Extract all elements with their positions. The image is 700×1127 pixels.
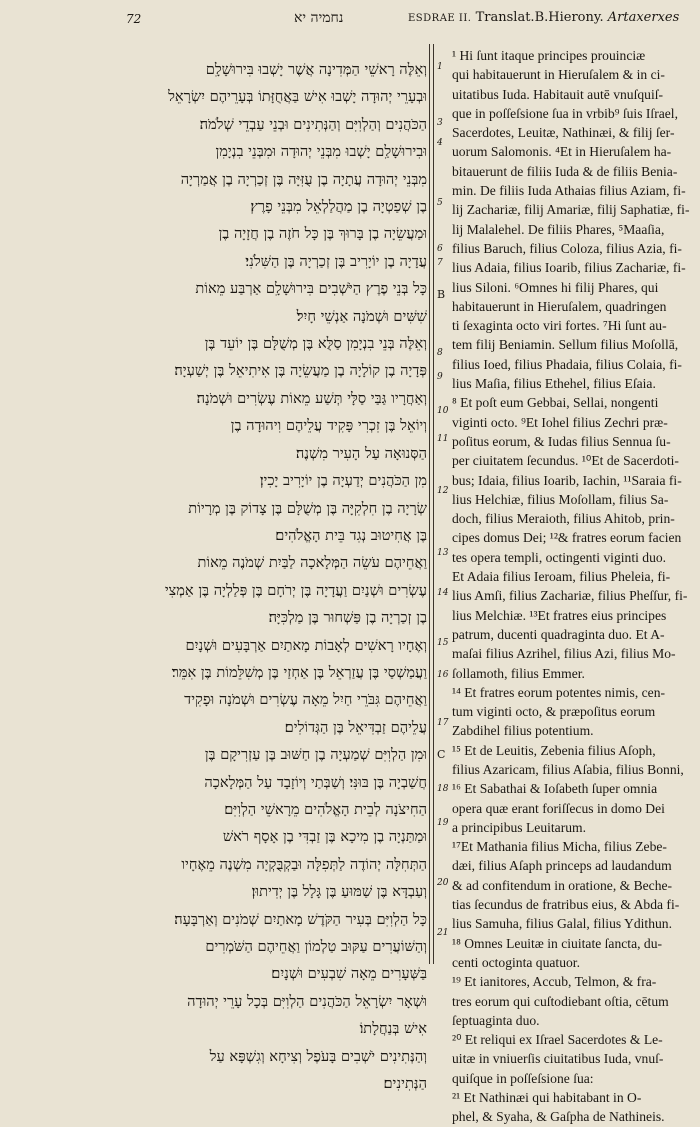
- latin-text-line: ¹⁴ Et fratres eorum potentes nimis, cen-: [452, 684, 666, 700]
- hebrew-running-title: נחמיה יא: [294, 10, 344, 26]
- verse-marker: 7: [437, 258, 443, 268]
- verse-marker: 20: [437, 878, 449, 888]
- verse-marker: 1: [437, 62, 443, 72]
- hebrew-text-line: וַאֲחֵיהֶם גִּבֹּרֵי חַיִל מֵאָה עֶשְׂרִים וּשְׁמֹנָה וּפָקִיד: [184, 691, 427, 709]
- hebrew-text-line: וּמַעֲשֵׂיָה בֶן בָּרוּךְ בֶּן כָּל חֹזֶה בֶן חֲזָיָה בֶן: [218, 225, 427, 243]
- latin-text-line: maſai filius Azrihel, filius Azi, filius Mo-: [452, 646, 676, 662]
- latin-text-line: quiſque in poſſeſsione ſua:: [452, 1070, 594, 1086]
- hebrew-text-line: בֶּן אֲחִיטוּב נְגִד בֵּית הָאֱלֹהִים׃: [275, 526, 427, 544]
- latin-text-line: que in poſſeſsione ſua in vrbib⁹ ſuis Iſrael,: [452, 105, 678, 121]
- latin-text-line: tes opera templi, octingenti viginti duo.: [452, 549, 667, 565]
- hebrew-text-line: כָּל הַלְוִיִּם בְּעִיר הַקֹּדֶשׁ מָאתַיִם שְׁמֹנִים וְאַרְבָּעָה׃: [174, 910, 427, 928]
- latin-text-line: ²⁰ Et reliqui ex Iſrael Sacerdotes & Le-: [452, 1032, 663, 1048]
- verse-marker: 3: [437, 118, 443, 128]
- latin-text-line: cipes domus Dei; ¹²& fratres eorum facien: [452, 530, 682, 546]
- latin-text-line: uitæ in vniuerſis ciuitatibus Iuda, vnuſ-: [452, 1051, 664, 1067]
- verse-marker: B: [437, 288, 446, 301]
- verse-marker: 14: [437, 588, 449, 598]
- hebrew-text-line: וְאֶחָיו רָאשִׁים לְאָבוֹת מָאתַיִם אַרְבָּעִים וּשְׁנָיִם: [185, 636, 427, 654]
- hebrew-text-line: וְהַנְּתִינִים יֹשְׁבִים בָּעֹפֶל וְצִיחָא וְגִשְׁפָּא עַל: [209, 1047, 427, 1065]
- latin-text-line: qui habitauerunt in Hieruſalem & in ci-: [452, 67, 665, 83]
- hebrew-text-line: פְּדָיָה בֶן קוֹלָיָה בֶן מַעֲשֵׂיָה בֶּן אִיתִיאֵל בֶּן יְשַׁעְיָה׃: [174, 362, 427, 380]
- latin-text-line: bitauerunt de filiis Iuda & de filiis Benia-: [452, 163, 678, 179]
- hebrew-text-line: עֲדָיָה בֶן יוֹיָרִיב בֶּן זְכַרְיָה בֶּן הַשִּׁלֹנִי׃: [245, 252, 427, 270]
- hebrew-text-line: הַסְּנוּאָה עַל הָעִיר מִשְׁנֶה׃: [295, 444, 427, 462]
- hebrew-text-line: מִן הַכֹּהֲנִים יְדַעְיָה בֶן יוֹיָרִיב יָכִין׃: [259, 472, 427, 490]
- latin-text-line: opera quæ erant foriſſecus in domo Dei: [452, 800, 665, 816]
- verse-marker: 5: [437, 198, 443, 208]
- verse-marker: 15: [437, 638, 449, 648]
- hebrew-text-line: בֶן זְכַרְיָה בֶן פַּשְׁחוּר בֶּן מַלְכִּיָּה׃: [268, 609, 427, 627]
- latin-running-title: [408, 10, 679, 25]
- latin-text-line: viginti octo. ⁹Et Iohel filius Zechri præ-: [452, 414, 668, 430]
- hebrew-text-line: כָּל בְּנֵי פֶרֶץ הַיֹּשְׁבִים בִּירוּשָׁלָ͏ִם אַרְבַּע מֵאוֹת: [195, 280, 427, 298]
- latin-text-line: filius Ioed, filius Phadaia, filius Colaia, fi-: [452, 356, 682, 372]
- latin-text-line: tum viginti octo, & præpoſitus eorum: [452, 704, 656, 720]
- hebrew-text-line: הַתְּחִלָּה יְהוֹדֶה לַתְּפִלָּה וּבַקְבֻּקְיָה מִשְׁנֶה מֵאֶחָיו: [181, 855, 427, 873]
- latin-text-line: ¹⁵ Et de Leuitis, Zebenia filius Aſoph,: [452, 742, 656, 758]
- latin-text-line: ſeptuaginta duo.: [452, 1012, 540, 1028]
- hebrew-text-line: אִישׁ בְּנַחֲלָתוֹ׃: [359, 1020, 427, 1038]
- latin-text-line: lius Siloni. ⁶Omnes hi filij Phares, qui: [452, 279, 659, 295]
- folio-number: 72: [126, 12, 142, 26]
- verse-marker: 11: [437, 434, 449, 444]
- hebrew-text-line: וּמַתַּנְיָה בֶן מִיכָא בֶּן זַבְדִּי בֶן אָסָף רֹאשׁ: [222, 828, 427, 846]
- latin-text-line: lij Malalehel. De filiis Phares, ⁵Maaſia,: [452, 221, 665, 237]
- topic-label: Artaxerxes: [607, 10, 680, 25]
- verse-marker: 13: [437, 548, 449, 558]
- latin-text-line: ¹⁸ Omnes Leuitæ in ciuitate ſancta, du-: [452, 935, 663, 951]
- latin-text-line: habitauerunt in Hieruſalem, quadringen: [452, 298, 667, 314]
- latin-text-line: tias ſecundus de fratribus eius, & Abda fi-: [452, 897, 680, 913]
- hebrew-text-line: וְעַבְדָּא בֶּן שַׁמּוּעַ בֶּן גָּלָל בֶּן יְדִיתוּן׃: [251, 883, 427, 901]
- verse-marker: 16: [437, 670, 449, 680]
- verse-marker-column: [434, 48, 452, 948]
- hebrew-text-line: בַּשְּׁעָרִים מֵאָה שִׁבְעִים וּשְׁנָיִם׃: [271, 965, 427, 983]
- verse-marker: 10: [437, 406, 449, 416]
- latin-text-line: ¹ Hi ſunt itaque principes prouinciæ: [452, 48, 646, 63]
- latin-text-line: poſitus eorum, & Iudas filius Sennua ſu-: [452, 433, 671, 449]
- latin-text-line: ²¹ Et Nathinæi qui habitabant in O-: [452, 1090, 642, 1106]
- hebrew-text-line: וַאֲחֵיהֶם עֹשֵׂה הַמְּלָאכָה לַבַּיִת שְׁמֹנֶה מֵאוֹת: [197, 554, 427, 572]
- hebrew-text-line: וְאַחֲרָיו גַּבַּי סַלָּי תְּשַׁע מֵאוֹת עֶשְׂרִים וּשְׁמֹנָה׃: [196, 389, 427, 407]
- hebrew-text-line: וְהַשּׁוֹעֲרִים עַקּוּב טַלְמוֹן וַאֲחֵיהֶם הַשֹּׁמְרִים: [205, 938, 427, 955]
- verse-marker: 19: [437, 818, 449, 828]
- latin-text-line: uitatibus Iuda. Habitauit autē vnuſquiſ-: [452, 86, 664, 102]
- latin-text-line: filius Baruch, filius Coloza, filius Azia, fi-: [452, 240, 682, 256]
- latin-text-line: Zabdihel filius potentium.: [452, 723, 594, 739]
- hebrew-text-line: עֲלֵיהֶם זַבְדִּיאֵל בֶּן הַגְּדוֹלִים׃: [284, 718, 427, 736]
- hebrew-text-line: וּשְׁאָר יִשְׂרָאֵל הַכֹּהֲנִים הַלְוִיִּם בְּכָל עָרֵי יְהוּדָה: [187, 992, 427, 1010]
- latin-text-line: uorum Salomonis. ⁴Et in Hieruſalem ha-: [452, 144, 672, 160]
- latin-text-line: doch, filius Meraioth, filius Ahitob, prin-: [452, 511, 675, 527]
- latin-text-line: phel, & Syaha, & Gaſpha de Nathineis.: [452, 1109, 665, 1125]
- latin-text-line: ¹⁷Et Mathania filius Micha, filius Zebe-: [452, 839, 667, 855]
- latin-text-line: filius Azaricam, filius Aſabia, filius Bonni,: [452, 761, 684, 777]
- latin-text-line: per ciuitatem ſecundus. ¹⁰Et de Sacerdoti-: [452, 453, 679, 469]
- hebrew-text-line: וּמִן הַלְוִיִּם שְׁמַעְיָה בֶן חַשּׁוּב בֶּן עַזְרִיקָם בֶּן: [204, 746, 427, 764]
- latin-text-line: & ad confitendum in oratione, & Beche-: [452, 877, 673, 893]
- hebrew-text-line: בֶן שְׁפַטְיָה בֶן מַהֲלַלְאֵל מִבְּנֵי פָרֶץ׃: [250, 198, 427, 216]
- latin-text-line: ſollamoth, filius Emmer.: [452, 665, 585, 681]
- latin-text-line: ¹⁶ Et Sabathai & Ioſabeth ſuper omnia: [452, 781, 658, 797]
- verse-marker: C: [437, 748, 446, 761]
- latin-text-line: lius Amſi, filius Zachariæ, filius Pheſſur, fi-: [452, 588, 688, 604]
- column-rule: [429, 44, 430, 964]
- hebrew-text-line: מִבְּנֵי יְהוּדָה עֲתָיָה בֶן עֻזִּיָּה בֶּן זְכַרְיָה בֶן אֲמַרְיָה: [180, 170, 427, 188]
- latin-text-line: lius Samuha, filius Galal, filius Ydithun.: [452, 916, 673, 932]
- running-head: [118, 6, 692, 30]
- hebrew-text-line: וּבִירוּשָׁלַ͏ִם יָשְׁבוּ מִבְּנֵי יְהוּדָה וּמִבְּנֵי בִנְיָמִן: [215, 143, 427, 161]
- latin-text-line: dæi, filius Aſaph princeps ad laudandum: [452, 858, 672, 874]
- hebrew-text-line: שְׂרָיָה בֶן חִלְקִיָּה בֶּן מְשֻׁלָּם בֶּן צָדוֹק בֶּן מְרָיוֹת: [188, 499, 427, 517]
- hebrew-text-line: וְאֵלֶּה בְּנֵי בִנְיָמִן סַלֻּא בֶּן מְשֻׁלָּם בֶּן יוֹעֵד בֶּן: [204, 335, 427, 353]
- verse-marker: 12: [437, 486, 449, 496]
- hebrew-text-line: חֲשַׁבְיָה בֶּן בּוּנִּי׃ וְשַׁבְּתַי וְיוֹזָבָד עַל הַמְּלָאכָה: [204, 773, 427, 791]
- latin-text-line: lius Melchiæ. ¹³Et fratres eius principes: [452, 607, 667, 623]
- hebrew-text-line: עֶשְׂרִים וּשְׁנַיִם וַעֲדָיָה בֶּן יְרֹחָם בֶּן פְּלַלְיָה בֶּן אַמְצִי: [164, 581, 427, 599]
- latin-text-line: lius Helchiæ, filius Moſollam, filius Sa-: [452, 491, 669, 507]
- translation-label: Translat.B.Hierony.: [475, 10, 604, 25]
- hebrew-text-line: וּבְעָרֵי יְהוּדָה יָשְׁבוּ אִישׁ בַּאֲחֻזָּתוֹ בְּעָרֵיהֶם יִשְׂרָאֵל: [168, 88, 427, 106]
- latin-text-column: [452, 46, 694, 1127]
- latin-text-line: a principibus Leuitarum.: [452, 819, 587, 835]
- hebrew-text-line: וְאֵלֶּה רָאשֵׁי הַמְּדִינָה אֲשֶׁר יָשְׁבוּ בִּירוּשָׁלָ͏ִם: [205, 61, 427, 78]
- hebrew-text-line: הַנְּתִינִים׃: [383, 1075, 427, 1093]
- latin-text-line: tem filij Beniamin. Sellum filius Moſollā,: [452, 337, 679, 353]
- latin-text-line: patrum, ducenti quadraginta duo. Et A-: [452, 626, 665, 642]
- latin-text-line: lius Adaia, filius Ioarib, filius Zachariæ, fi-: [452, 260, 686, 276]
- latin-text-line: lius Maſia, filius Ethehel, filius Eſaia.: [452, 376, 656, 392]
- latin-text-line: min. De filiis Iuda Athaias filius Aziam, fi-: [452, 183, 686, 199]
- hebrew-text-column: [122, 56, 427, 1093]
- latin-text-line: ⁸ Et poſt eum Gebbai, Sellai, nongenti: [452, 395, 659, 411]
- latin-text-line: Sacerdotes, Leuitæ, Nathinæi, & filij ſer-: [452, 125, 675, 141]
- latin-text-line: ¹⁹ Et ianitores, Accub, Telmon, & fra-: [452, 974, 657, 990]
- latin-text-line: Et Adaia filius Ieroam, filius Pheleia, fi-: [452, 569, 671, 585]
- hebrew-text-line: הַכֹּהֲנִים וְהַלְוִיִּם וְהַנְּתִינִים וּבְנֵי עַבְדֵי שְׁלֹמֹה׃: [199, 115, 427, 133]
- latin-text-line: lij Zachariæ, filij Amariæ, filij Saphatiæ, fi-: [452, 202, 690, 218]
- hebrew-text-line: וַעֲמַשְׁסַי בֶּן עֲזַרְאֵל בֶּן אַחְזַי בֶּן מְשִׁלֵּמוֹת בֶּן אִמֵּר׃: [171, 663, 427, 681]
- hebrew-text-line: הַחִיצֹנָה לְבֵית הָאֱלֹהִים מֵרָאשֵׁי הַלְוִיִּם׃: [224, 800, 427, 818]
- verse-marker: 4: [437, 138, 443, 148]
- hebrew-text-line: שִׁשִּׁים וּשְׁמֹנָה אַנְשֵׁי חָיִל׃: [296, 307, 427, 325]
- verse-marker: 17: [437, 718, 449, 728]
- latin-text-line: ti ſexaginta octo viri fortes. ⁷Hi ſunt au-: [452, 318, 667, 334]
- verse-marker: 9: [437, 372, 443, 382]
- verse-marker: 6: [437, 244, 443, 254]
- verse-marker: 21: [437, 928, 449, 938]
- verse-marker: 18: [437, 784, 449, 794]
- latin-text-line: centi octoginta quatuor.: [452, 954, 580, 970]
- latin-text-line: tres eorum qui cuſtodiebant oſtia, cētum: [452, 993, 669, 1009]
- book-label: ESDRAE II.: [408, 13, 472, 24]
- verse-marker: 8: [437, 348, 443, 358]
- latin-text-line: bus; Idaia, filius Ioarib, Iachin, ¹¹Saraia fi-: [452, 472, 682, 488]
- hebrew-text-line: וְיוֹאֵל בֶּן זִכְרִי פָּקִיד עֲלֵיהֶם וִיהוּדָה בֶן: [230, 417, 427, 435]
